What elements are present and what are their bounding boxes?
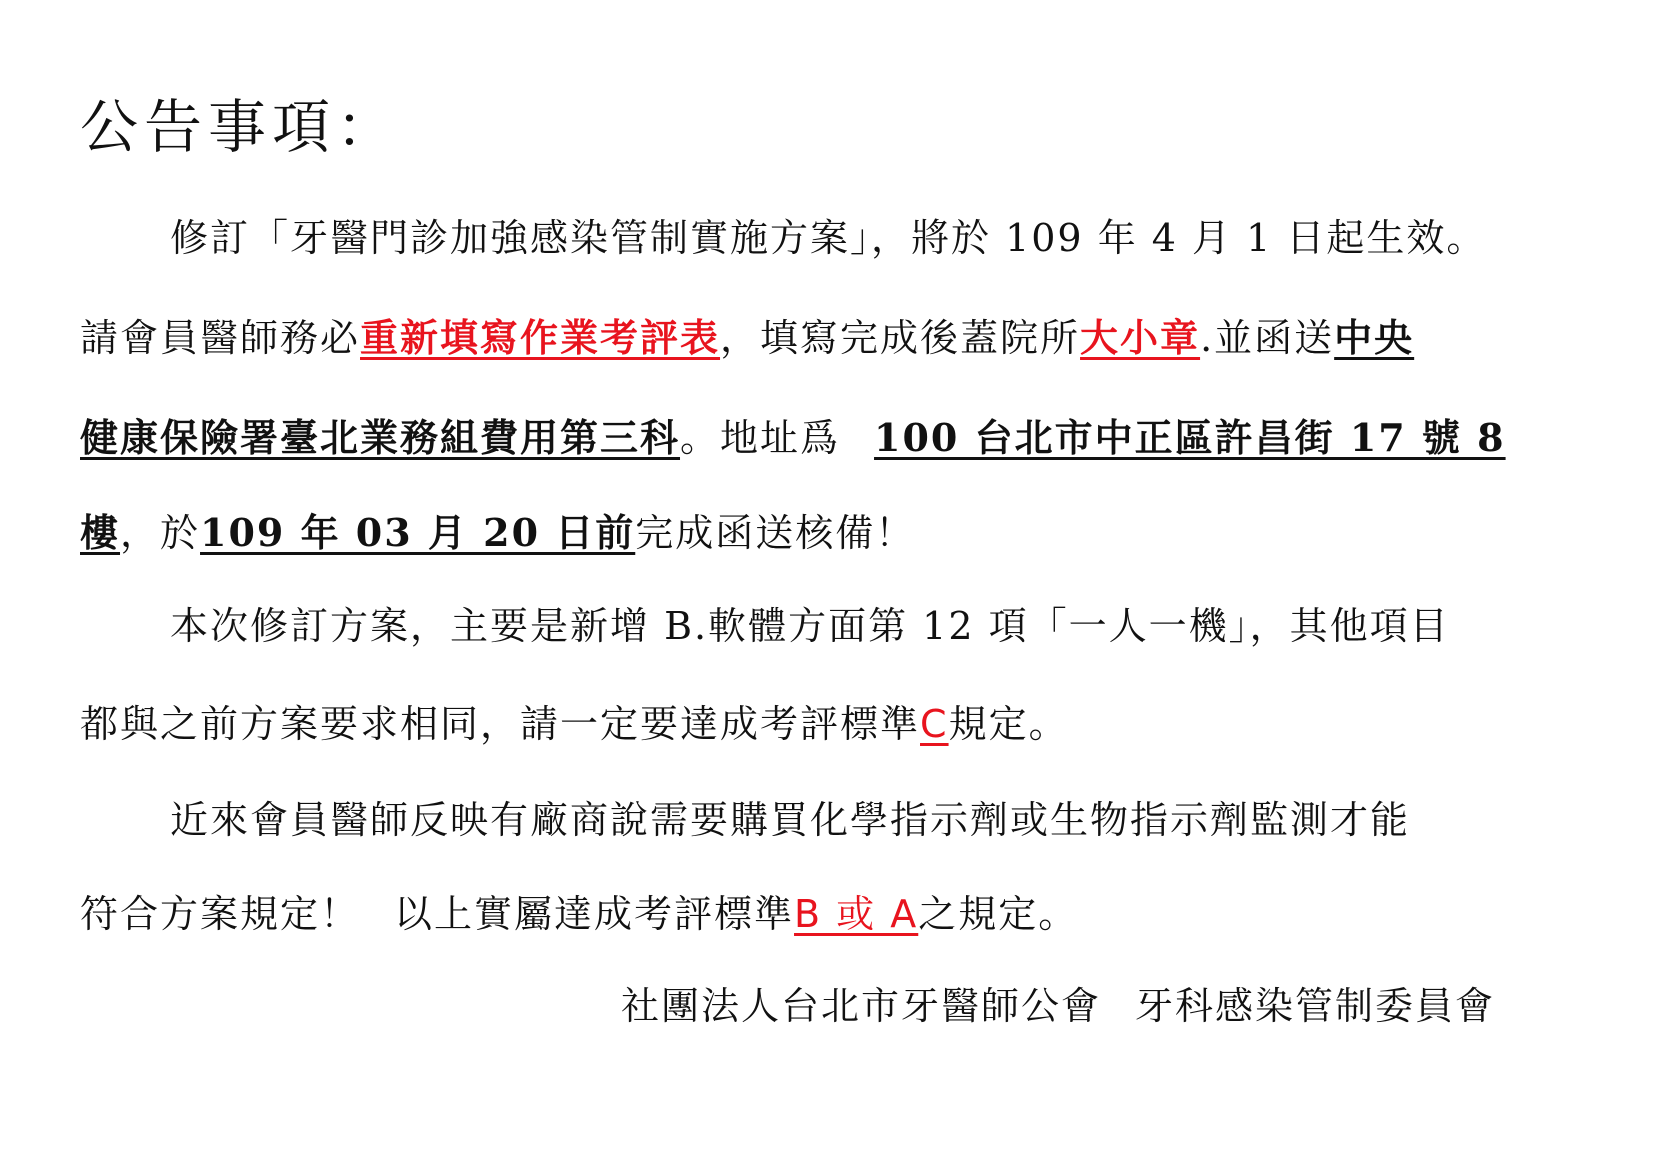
emphasis-rewrite-form: 重新填寫作業考評表 [360,315,721,360]
para2-line2 [80,700,1069,748]
para2-line1: 本次修訂方案，主要是新增 B.軟體方面第 12 項「一人一機」，其他項目 [170,604,1450,648]
para1-line3-b: 。地址爲 [680,416,841,460]
para1-line4 [80,509,915,557]
para2-line2-c: 規定。 [948,702,1069,746]
para1-line2-e: .並函送 [1200,316,1335,360]
para3-line2-a: 符合方案規定！ [80,892,361,936]
emphasis-address-end: 樓 [80,510,121,555]
emphasis-standard-b-or-a: B 或 A [794,892,919,936]
para1-line1: 修訂「牙醫門診加強感染管制實施方案」，將於 109 年 4 月 1 日起生效。 [170,216,1487,260]
para3-line2 [80,890,1078,938]
page-title: 公告事項： [80,93,401,161]
emphasis-agency-name: 健康保險署臺北業務組費用第三科 [80,415,681,460]
emphasis-address: 100 台北市中正區許昌街 17 號 8 [874,415,1506,460]
para1-line2-a: 請會員醫師務必 [80,316,361,360]
para1-line4-b: ，於 [120,511,201,555]
para3-line1: 近來會員醫師反映有廠商說需要購買化學指示劑或生物指示劑監測才能 [170,798,1411,842]
signature-org: 社團法人台北市牙醫師公會 [620,984,1101,1028]
para1-line2 [80,314,1414,362]
emphasis-agency-start: 中央 [1334,315,1415,360]
emphasis-deadline: 109 年 03 月 20 日前 [200,510,636,555]
para3-line2-d: 之規定。 [918,892,1079,936]
signature [621,982,1495,1030]
emphasis-stamps: 大小章 [1080,315,1201,360]
para2-line2-a: 都與之前方案要求相同，請一定要達成考評標準 [80,702,921,746]
para1-line2-c: ，填寫完成後蓋院所 [720,316,1081,360]
emphasis-standard-c: C [920,702,949,746]
para3-line2-b: 以上實屬達成考評標準 [394,892,795,936]
signature-committee: 牙科感染管制委員會 [1134,984,1495,1028]
para1-line3 [80,414,1506,462]
para1-line4-d: 完成函送核備！ [635,511,916,555]
